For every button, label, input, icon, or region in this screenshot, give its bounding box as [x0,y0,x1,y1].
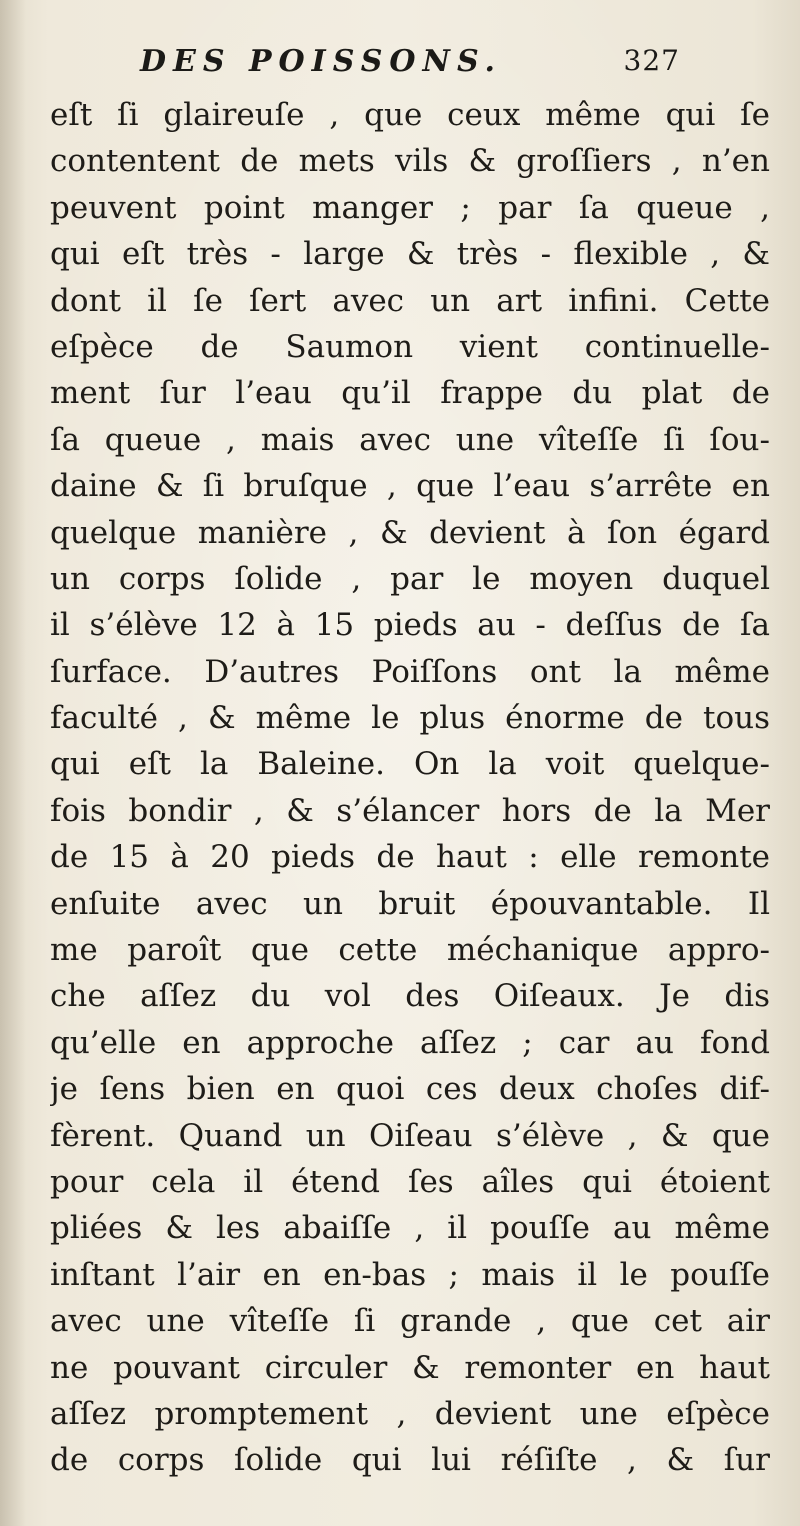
text-line: fois bondir , & s’élancer hors de la Mer [50,792,770,829]
text-line: ment ſur l’eau qu’il frappe du plat de [50,375,770,412]
text-line: un corps ſolide , par le moyen duquel [50,560,770,597]
text-line: qui eſt la Baleine. On la voit quelque- [50,746,770,783]
text-line: de corps ſolide qui lui réſiſte , & ſur [50,1442,770,1479]
text-line: me paroît que cette méchanique appro- [50,932,770,969]
text-line: daine & ſi bruſque , que l’eau s’arrête en [50,468,770,505]
text-line: eſt ſi glaireuſe , que ceux même qui ſe [50,97,770,133]
text-line: je ſens bien en quoi ces deux choſes dif- [50,1071,770,1108]
running-title: DES POISSONS. [140,44,502,79]
text-line: enſuite avec un bruit épouvantable. Il [50,885,770,922]
text-line: de 15 à 20 pieds de haut : elle remonte [50,839,770,876]
page-header [140,38,680,88]
text-line: qui eſt très - large & très - flexible , & [50,236,770,273]
text-line: dont il ſe ſert avec un art infini. Cette [50,282,770,319]
body-text [50,92,770,1484]
text-line: quelque manière , & devient à ſon égard [50,514,770,551]
text-line: fèrent. Quand un Oiſeau s’élève , & que [50,1117,770,1154]
text-line: avec une vîteſſe ſi grande , que cet air [50,1303,770,1340]
text-line: pour cela il étend ſes aîles qui étoient [50,1163,770,1200]
text-line: il s’élève 12 à 15 pieds au - deſſus de ſa [50,607,770,644]
text-line: eſpèce de Saumon vient continuelle- [50,328,770,365]
text-line: qu’elle en approche aſſez ; car au fond [50,1024,770,1061]
text-line: ſurface. D’autres Poiſſons ont la même [50,653,770,690]
text-line: ne pouvant circuler & remonter en haut [50,1349,770,1386]
page-number: 327 [623,44,680,77]
text-line: inſtant l’air en en-bas ; mais il le pouſſe [50,1256,770,1293]
text-line: contentent de mets vils & groſſiers , n’en [50,143,770,180]
text-line: peuvent point manger ; par ſa queue , [50,189,770,226]
text-line: ſa queue , mais avec une vîteſſe ſi ſou- [50,421,770,458]
page-gutter-shadow [0,0,26,1526]
text-line: aſſez promptement , devient une eſpèce [50,1395,770,1432]
text-line: faculté , & même le plus énorme de tous [50,700,770,737]
text-line: pliées & les abaiſſe , il pouſſe au même [50,1210,770,1247]
text-line: che aſſez du vol des Oiſeaux. Je dis [50,978,770,1015]
